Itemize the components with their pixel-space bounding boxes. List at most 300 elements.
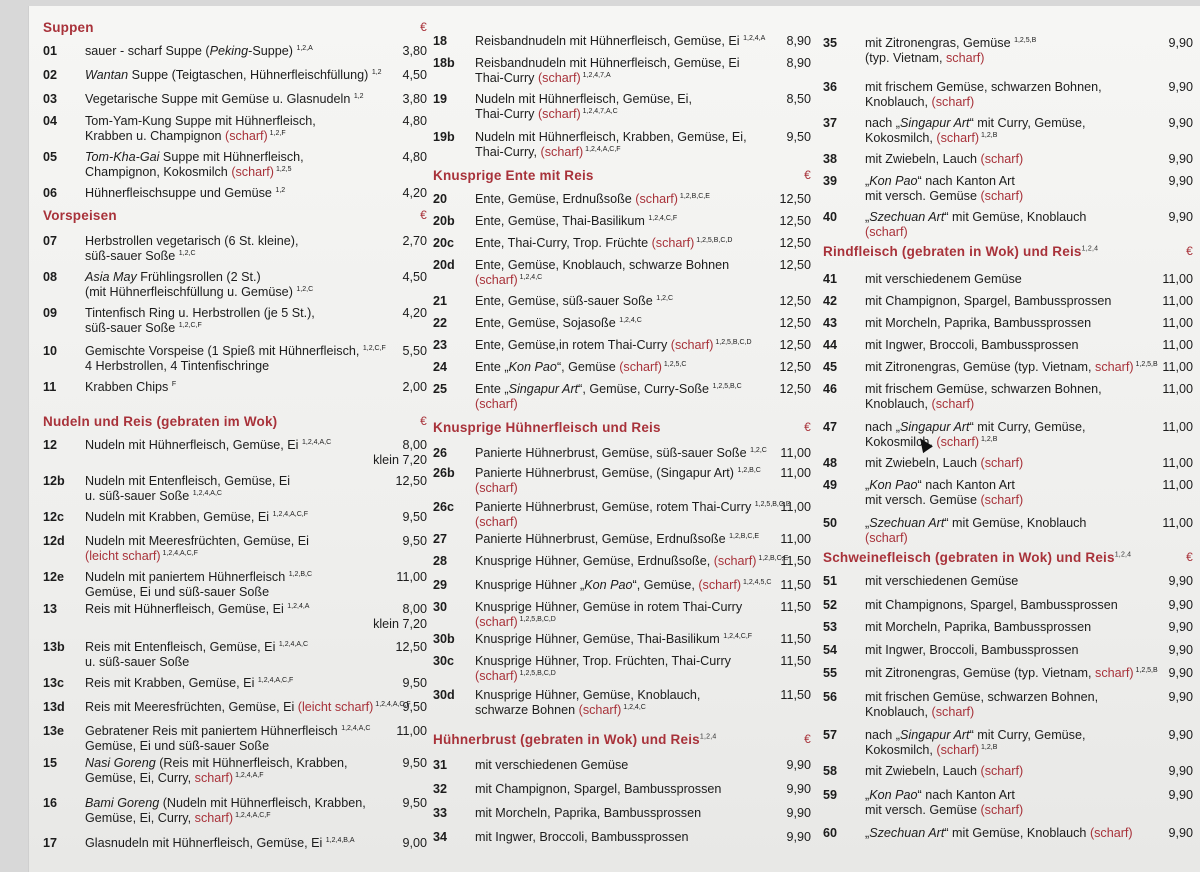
- description-text: mit versch. Gemüse: [865, 802, 981, 817]
- description-line: [475, 382, 751, 397]
- spicy-label: (scharf): [475, 614, 518, 629]
- item-number: 12e: [43, 570, 65, 584]
- item-price: [396, 570, 427, 585]
- currency-symbol: €: [804, 732, 811, 746]
- price-value: 2,00: [402, 380, 427, 394]
- item-description: [865, 456, 1133, 471]
- description-text: Kon Pao: [869, 788, 918, 802]
- description-line: [865, 116, 1133, 131]
- description-text: Nasi Goreng: [85, 756, 156, 770]
- allergen-codes: 1,2,B,C,E: [677, 192, 710, 200]
- item-description: [85, 796, 367, 825]
- description-text: “, Gemüse, Curry-Soße: [578, 382, 713, 396]
- description-text: Gemüse, Ei, Curry,: [85, 770, 195, 785]
- price-value: 12,50: [395, 640, 427, 654]
- item-number: 54: [823, 643, 838, 657]
- description-text: Suppe (Teigtaschen, Hühnerfleischfüllung): [128, 68, 372, 82]
- item-description: [865, 420, 1133, 449]
- description-line: [865, 826, 1133, 841]
- section-heading: [433, 732, 813, 752]
- allergen-codes: 1,2,4,5,C: [741, 578, 772, 586]
- item-price: [780, 500, 811, 515]
- item-description: [475, 632, 751, 647]
- price-value: 9,90: [1168, 666, 1193, 680]
- spicy-label: scharf): [1095, 360, 1134, 374]
- description-line: [85, 359, 367, 374]
- item-description: [865, 152, 1133, 167]
- description-line: [865, 360, 1158, 375]
- description-text: Gemischte Vorspeise (1 Spieß mit Hühnerfleisch,: [85, 344, 363, 358]
- item-description: [85, 510, 367, 525]
- item-description: [865, 516, 1133, 545]
- item-number: 26: [433, 446, 448, 460]
- item-description: [85, 724, 371, 753]
- section-heading: [433, 168, 813, 188]
- spicy-label: (scharf): [980, 152, 1024, 166]
- description-text: Suppe mit Hühnerfleisch,: [159, 150, 304, 164]
- description-text: Thai-Curry: [475, 70, 538, 85]
- description-text: mit Champignons, Spargel, Bambussprossen: [865, 598, 1118, 612]
- description-line: [865, 620, 1133, 635]
- description-line: [865, 210, 1133, 225]
- item-number: 12d: [43, 534, 65, 548]
- allergen-codes: 1,2,4,7,A,C: [580, 107, 618, 115]
- description-line: [475, 71, 751, 86]
- description-text: Knusprige Hühner, Trop. Früchten, Thai-Curry: [475, 654, 731, 668]
- allergen-codes: 1,2,C: [750, 446, 767, 454]
- item-description: [475, 806, 751, 821]
- item-number: 13: [43, 602, 58, 616]
- item-price: [1162, 478, 1193, 493]
- item-description: [475, 92, 751, 121]
- price-value: 11,00: [1162, 272, 1193, 286]
- currency-symbol: €: [804, 420, 811, 434]
- description-line: [475, 688, 751, 703]
- allergen-codes: 1,2,B: [979, 131, 998, 139]
- price-value: 8,00: [402, 602, 427, 616]
- item-price: [786, 34, 811, 49]
- spicy-label: (leicht scharf): [297, 700, 374, 714]
- item-price: [402, 270, 427, 285]
- item-price: [1168, 666, 1193, 681]
- item-price: [373, 602, 427, 631]
- item-description: [85, 640, 367, 669]
- description-line: [865, 420, 1133, 435]
- description-text: Frühlingsrollen (2 St.): [136, 270, 261, 284]
- description-text: süß-sauer Soße: [85, 320, 179, 335]
- price-value: 8,90: [786, 34, 811, 48]
- item-price: [780, 688, 811, 703]
- description-text: mit verschiedenen Gemüse: [475, 758, 629, 772]
- description-line: [85, 44, 367, 59]
- item-description: [475, 360, 751, 375]
- item-price: [1168, 728, 1193, 743]
- item-number: 10: [43, 344, 58, 358]
- item-price: [786, 92, 811, 107]
- description-text: Kon Pao: [584, 578, 633, 592]
- spicy-label: (scharf): [475, 480, 518, 495]
- item-description: [865, 316, 1133, 331]
- item-description: [475, 446, 767, 461]
- item-price: [402, 344, 427, 359]
- description-text: mit Ingwer, Broccoli, Bambussprossen: [475, 830, 689, 844]
- description-line: [85, 796, 367, 811]
- price-value: 4,20: [402, 186, 427, 200]
- item-number: 02: [43, 68, 58, 82]
- item-number: 07: [43, 234, 58, 248]
- price-value: 9,90: [1168, 598, 1193, 612]
- item-price: [779, 192, 811, 207]
- description-line: [475, 830, 751, 845]
- spicy-label: (scharf): [931, 94, 975, 109]
- description-text: (typ. Vietnam,: [865, 50, 946, 65]
- item-price: [1168, 620, 1193, 635]
- item-price: [779, 258, 811, 273]
- item-description: [475, 34, 766, 49]
- price-value: 11,50: [780, 578, 811, 592]
- item-description: [85, 68, 382, 83]
- description-text: Gemüse, Ei, Curry,: [85, 810, 195, 825]
- description-text: (Reis mit Hühnerfleisch, Krabben,: [155, 756, 348, 770]
- description-line: [475, 338, 751, 353]
- item-description: [475, 578, 772, 593]
- allergen-codes: 1,2,A: [296, 44, 313, 52]
- item-number: 04: [43, 114, 58, 128]
- item-number: 19: [433, 92, 448, 106]
- item-description: [475, 688, 751, 717]
- price-value: 2,70: [402, 234, 427, 248]
- description-line: [865, 743, 1133, 758]
- description-text: Knoblauch,: [865, 396, 932, 411]
- description-line: [475, 130, 751, 145]
- allergen-codes: 1,2,C,F: [178, 321, 202, 329]
- description-line: [865, 294, 1133, 309]
- section-title: Knusprige Ente mit Reis: [433, 168, 594, 183]
- allergen-codes: 1,2,4,C: [619, 316, 642, 324]
- description-line: [865, 435, 1133, 450]
- allergen-codes: 1,2,4,C,F: [648, 214, 678, 222]
- currency-symbol: €: [804, 168, 811, 182]
- description-text: Szechuan Art: [869, 826, 945, 840]
- description-line: [865, 531, 1133, 546]
- price-value: 12,50: [779, 316, 811, 330]
- price-value: 11,00: [1162, 294, 1193, 308]
- item-number: 17: [43, 836, 58, 850]
- description-line: [85, 655, 367, 670]
- item-price: [779, 236, 811, 251]
- item-price: [402, 380, 427, 395]
- price-value: 11,50: [780, 688, 811, 702]
- item-description: [85, 44, 367, 59]
- price-value: 11,00: [1162, 382, 1193, 396]
- description-text: mit frischem Gemüse, schwarzen Bohnen,: [865, 80, 1102, 94]
- spicy-label: (scharf): [231, 164, 274, 179]
- item-number: 44: [823, 338, 838, 352]
- item-price: [786, 782, 811, 797]
- description-line: [85, 270, 367, 285]
- allergen-codes: 1,2,5,B,C,D: [694, 236, 733, 244]
- description-text: mit Ingwer, Broccoli, Bambussprossen: [865, 643, 1079, 657]
- item-number: 23: [433, 338, 448, 352]
- allergen-codes: 1,2,B,C: [737, 466, 761, 474]
- allergen-codes: 1,2,B: [979, 435, 998, 443]
- description-text: mit Ingwer, Broccoli, Bambussprossen: [865, 338, 1079, 352]
- item-price: [1168, 826, 1193, 841]
- allergen-codes: 1,2,5,B,C: [712, 382, 742, 390]
- description-text: u. süß-sauer Soße: [85, 654, 190, 669]
- description-text: Ente, Gemüse, Erdnußsoße: [475, 192, 636, 206]
- item-number: 45: [823, 360, 838, 374]
- description-text: Reis mit Meeresfrüchten, Gemüse, Ei: [85, 700, 298, 714]
- description-text: mit Zwiebeln, Lauch: [865, 764, 981, 778]
- item-description: [85, 756, 367, 785]
- item-number: 50: [823, 516, 838, 530]
- description-text: Singapur Art: [900, 420, 970, 434]
- item-number: 13e: [43, 724, 65, 738]
- item-price: [1168, 152, 1193, 167]
- price-value: 9,90: [786, 782, 811, 796]
- allergen-codes: 1,2: [371, 68, 382, 76]
- item-price: [1168, 116, 1193, 131]
- allergen-codes: 1,2,5,C: [661, 360, 687, 368]
- description-line: [865, 338, 1133, 353]
- description-text: Gemüse, Ei und süß-sauer Soße: [85, 584, 270, 599]
- description-line: [475, 56, 751, 71]
- spicy-label: scharf): [1095, 666, 1134, 680]
- spicy-label: (leicht scharf): [85, 548, 161, 563]
- description-line: [865, 382, 1133, 397]
- description-text: mit Morcheln, Paprika, Bambussprossen: [475, 806, 702, 820]
- description-line: [85, 570, 367, 585]
- description-text: Champignon, Kokosmilch: [85, 164, 232, 179]
- description-text: mit verschiedenem Gemüse: [865, 272, 1022, 286]
- section-title: Knusprige Hühnerfleisch und Reis: [433, 420, 661, 435]
- item-price: [1168, 598, 1193, 613]
- description-line: [865, 788, 1133, 803]
- price-value: 8,00: [402, 438, 427, 452]
- price-value: 9,90: [1168, 116, 1193, 130]
- description-text: nach „: [865, 116, 901, 130]
- item-description: [865, 478, 1133, 507]
- description-line: [865, 95, 1133, 110]
- description-text: (mit Hühnerfleischfüllung u. Gemüse): [85, 284, 297, 299]
- price-value: 12,50: [779, 294, 811, 308]
- description-line: [865, 574, 1133, 589]
- price-value: 4,80: [402, 150, 427, 164]
- allergen-codes: 1,2,5,B: [1014, 36, 1037, 44]
- allergen-codes: 1,2,4,A,C,F: [272, 510, 309, 518]
- item-number: 39: [823, 174, 838, 188]
- price-value: 5,50: [402, 344, 427, 358]
- description-line: [475, 466, 761, 481]
- item-price: [1168, 36, 1193, 51]
- item-description: [85, 234, 367, 263]
- price-value: 12,50: [779, 214, 811, 228]
- description-text: mit frischen Gemüse, schwarzen Bohnen,: [865, 690, 1099, 704]
- description-line: [865, 36, 1133, 51]
- item-description: [85, 474, 367, 503]
- price-value: 9,90: [1168, 643, 1193, 657]
- price-value: 9,50: [402, 796, 427, 810]
- description-line: [865, 493, 1133, 508]
- item-description: [475, 654, 751, 683]
- item-description: [85, 676, 367, 691]
- allergen-codes: 1,2,5,B: [1133, 666, 1158, 674]
- item-number: 55: [823, 666, 838, 680]
- description-line: [85, 186, 367, 201]
- description-text: Reis mit Krabben, Gemüse, Ei: [85, 676, 258, 690]
- item-price: [402, 114, 427, 129]
- item-number: 15: [43, 756, 58, 770]
- item-price: [1168, 210, 1193, 225]
- item-description: [475, 782, 751, 797]
- description-text: Gemüse, Ei und süß-sauer Soße: [85, 738, 270, 753]
- item-description: [475, 214, 751, 229]
- price-value: 11,50: [780, 600, 811, 614]
- allergen-codes: 1,2,5: [274, 165, 292, 173]
- description-text: „: [865, 210, 870, 224]
- item-number: 53: [823, 620, 838, 634]
- item-price: [780, 654, 811, 669]
- description-line: [865, 705, 1133, 720]
- item-description: [475, 466, 761, 495]
- description-line: [475, 294, 751, 309]
- item-number: 43: [823, 316, 838, 330]
- price-value: 9,90: [1168, 764, 1193, 778]
- description-text: Knoblauch,: [865, 94, 932, 109]
- item-price: [786, 758, 811, 773]
- description-text: Asia May: [85, 270, 137, 284]
- item-price: [1168, 174, 1193, 189]
- item-price: [395, 474, 427, 489]
- item-number: 12: [43, 438, 58, 452]
- item-number: 20c: [433, 236, 455, 250]
- description-line: [865, 225, 1133, 240]
- description-line: [85, 602, 367, 617]
- item-number: 19b: [433, 130, 455, 144]
- allergen-codes: 1,2,4,A,C: [278, 640, 309, 648]
- description-text: Kokosmilch,: [865, 742, 937, 757]
- allergen-codes: 1,2,C: [178, 249, 196, 257]
- allergen-codes: 1,2,4,A,C,F: [583, 145, 621, 153]
- item-price: [402, 306, 427, 321]
- item-price: [402, 510, 427, 525]
- description-text: “ mit Curry, Gemüse,: [969, 116, 1086, 130]
- description-text: Knoblauch,: [865, 704, 932, 719]
- currency-symbol: €: [1186, 550, 1193, 564]
- description-text: Bami Goreng: [85, 796, 160, 810]
- description-text: Krabben u. Champignon: [85, 128, 226, 143]
- item-number: 27: [433, 532, 448, 546]
- item-price: [1162, 316, 1193, 331]
- description-line: [475, 316, 751, 331]
- item-price: [402, 44, 427, 59]
- allergen-codes: 1,2,F: [267, 129, 286, 137]
- allergen-codes: 1,2,4,A,C: [192, 489, 222, 497]
- description-text: “ mit Curry, Gemüse,: [969, 420, 1086, 434]
- spicy-label: (scharf): [540, 144, 584, 159]
- section-heading: [43, 20, 429, 40]
- spicy-label: (scharf): [865, 224, 908, 239]
- item-number: 29: [433, 578, 448, 592]
- spicy-label: (scharf): [537, 70, 581, 85]
- allergen-codes: 1,2,4,A,F: [233, 771, 264, 779]
- item-description: [865, 666, 1158, 681]
- item-number: 30b: [433, 632, 455, 646]
- description-text: Kokosmilch,: [865, 130, 937, 145]
- description-line: [475, 806, 751, 821]
- description-text: “ mit Gemüse, Knoblauch: [944, 210, 1087, 224]
- item-price: [402, 700, 427, 715]
- item-number: 37: [823, 116, 838, 130]
- price-value: 9,90: [786, 806, 811, 820]
- description-line: [85, 640, 367, 655]
- description-text: Ente, Thai-Curry, Trop. Früchte: [475, 236, 652, 250]
- allergen-codes: 1,2,4,A,C,F: [257, 676, 294, 684]
- description-line: [475, 145, 751, 160]
- description-text: “, Gemüse,: [632, 578, 699, 592]
- description-line: [865, 152, 1133, 167]
- price-value: 11,00: [780, 532, 811, 546]
- item-description: [475, 258, 751, 287]
- item-description: [475, 382, 751, 411]
- description-line: [475, 654, 751, 669]
- price-value: 12,50: [779, 258, 811, 272]
- description-line: [865, 174, 1133, 189]
- item-description: [85, 380, 367, 395]
- allergen-codes: 1,2,4: [1081, 245, 1099, 253]
- item-price: [402, 68, 427, 83]
- allergen-codes: 1,2,4: [699, 733, 717, 741]
- item-description: [865, 574, 1133, 589]
- section-title: Suppen: [43, 20, 94, 35]
- item-number: 52: [823, 598, 838, 612]
- item-description: [865, 826, 1133, 841]
- item-number: 21: [433, 294, 448, 308]
- price-value: 9,90: [1168, 826, 1193, 840]
- description-line: [475, 481, 751, 496]
- item-description: [475, 294, 751, 309]
- description-line: [85, 756, 367, 771]
- price-value: 4,20: [402, 306, 427, 320]
- currency-symbol: €: [1186, 244, 1193, 258]
- description-line: [865, 516, 1133, 531]
- spicy-label: (scharf): [651, 236, 695, 250]
- description-line: [85, 285, 367, 300]
- description-line: [865, 803, 1133, 818]
- spicy-label: (scharf): [537, 106, 581, 121]
- item-number: 59: [823, 788, 838, 802]
- spicy-label: (scharf): [475, 668, 518, 683]
- item-price: [402, 756, 427, 771]
- description-text: Nudeln mit Hühnerfleisch, Gemüse, Ei: [85, 438, 302, 452]
- description-line: [475, 34, 766, 49]
- item-number: 26c: [433, 500, 455, 514]
- item-price: [402, 234, 427, 249]
- description-text: “ mit Curry, Gemüse,: [969, 728, 1086, 742]
- description-text: Peking: [209, 44, 249, 58]
- item-description: [475, 758, 751, 773]
- description-text: „: [865, 516, 870, 530]
- price-value: 11,50: [780, 654, 811, 668]
- description-line: [85, 150, 367, 165]
- item-number: 12c: [43, 510, 65, 524]
- description-text: mit Zwiebeln, Lauch: [865, 456, 981, 470]
- allergen-codes: 1,2: [353, 92, 364, 100]
- item-price: [1162, 420, 1193, 435]
- item-price: [1168, 643, 1193, 658]
- spicy-label: (scharf): [980, 802, 1024, 817]
